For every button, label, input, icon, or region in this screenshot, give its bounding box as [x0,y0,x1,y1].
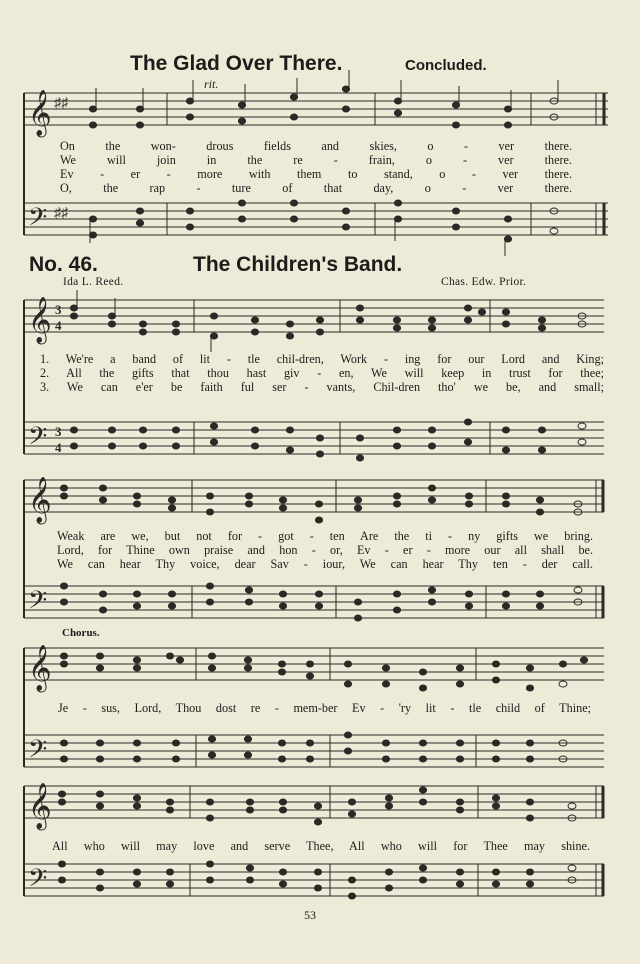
lyric-line: Weak are we, but not for - got - ten Are the ti - ny gifts we bring. [57,529,593,543]
svg-text:𝄢: 𝄢 [28,423,48,456]
previous-hymn-title: The Glad Over There. [130,52,343,75]
chorus-lyrics-line-1: Je - sus, Lord, Thou dost re - mem-ber Ev - 'ry lit - tle child of Thine; [58,701,591,715]
lyric-line: 2. All the gifts that thou hast giv - en, We will keep in trust for thee; [40,366,604,380]
lyric-line: 1. We're a band of lit - tle chil-dren, Work - ing for our Lord and King; [40,352,604,366]
lyric-line: We will join in the re - frain, o - ver there. [60,153,572,167]
svg-text:𝄞: 𝄞 [28,783,52,828]
lyric-line: Ev - er - more with them to stand, o - ver there. [60,167,572,181]
composer-credit: Chas. Edw. Prior. [441,276,527,288]
svg-text:𝄢: 𝄢 [28,865,48,898]
svg-text:𝄞: 𝄞 [28,477,52,522]
svg-text:𝄢: 𝄢 [28,736,48,769]
chorus-lyrics-line-2: All who will may love and serve Thee, All who will for Thee may shine. [52,839,590,853]
svg-text:𝄞: 𝄞 [28,645,52,690]
lyric-line: On the won- drous fields and skies, o - ver there. [60,139,572,153]
lyricist-credit: Ida L. Reed. [63,276,124,288]
lyric-line: Lord, for Thine own praise and hon - or, Ev - er - more our all shall be. [57,543,593,557]
svg-text:𝄞: 𝄞 [28,90,52,136]
previous-hymn-subtitle: Concluded. [405,57,487,74]
hymn-number: No. 46. [29,253,98,276]
svg-text:3: 3 [55,302,62,317]
lyric-line: 3. We can e'er be faith ful ser - vants, Chil-dren tho' we be, and small; [40,380,604,394]
svg-text:𝄞: 𝄞 [28,297,52,342]
svg-text:4: 4 [55,318,62,333]
chorus-label: Chorus. [62,627,100,639]
svg-text:4: 4 [55,440,62,455]
svg-text:3: 3 [55,424,62,439]
page-number: 53 [304,908,316,922]
svg-text:𝄢: 𝄢 [28,587,48,620]
lyric-line: We can hear Thy voice, dear Sav - iour, We can hear Thy ten - der call. [57,557,593,571]
tempo-mark-rit: rit. [204,77,219,91]
hymn-title: The Children's Band. [193,253,403,276]
svg-text:♯♯: ♯♯ [54,96,68,111]
svg-text:𝄢: 𝄢 [28,203,48,238]
svg-text:♯♯: ♯♯ [54,206,68,221]
lyric-line: O, the rap - ture of that day, o - ver there. [60,181,572,195]
